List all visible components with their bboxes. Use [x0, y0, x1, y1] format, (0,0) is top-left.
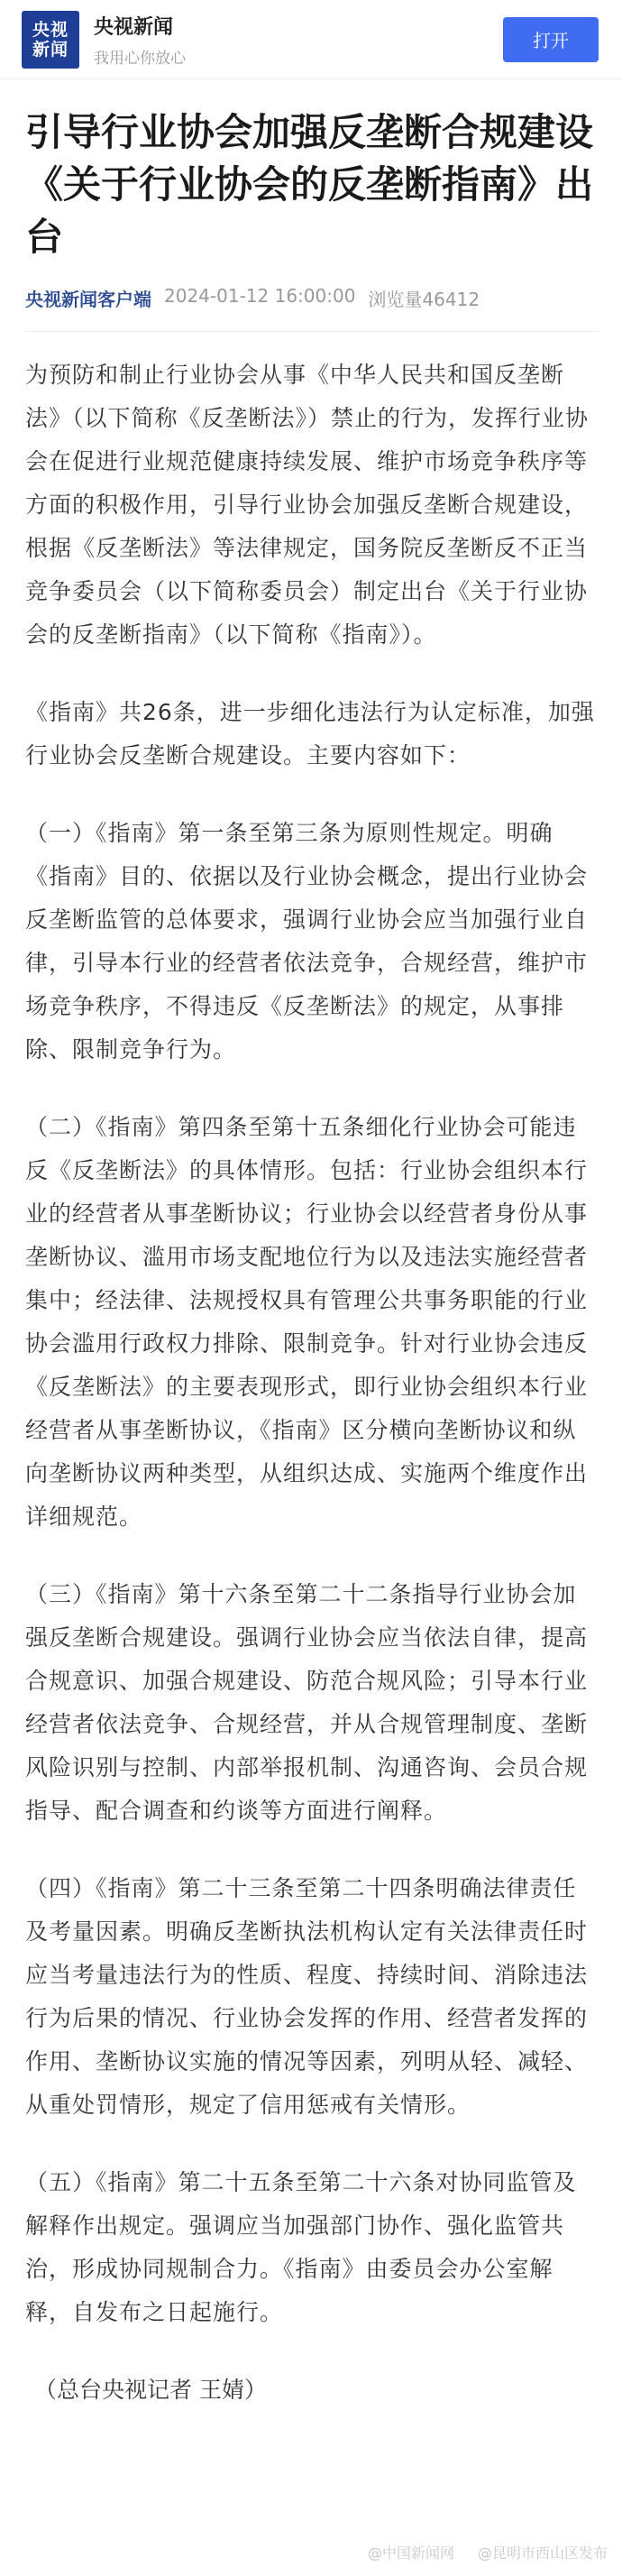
paragraph: （五）《指南》第二十五条至第二十六条对协同监管及解释作出规定。强调应当加强部门协作、强化监管共治，形成协同规制合力。《指南》由委员会办公室解释，自发布之日起施行。 [25, 2169, 577, 2325]
divider [25, 331, 599, 332]
watermark-left: @中国新闻网 [367, 2544, 454, 2562]
paragraph: （二）《指南》第四条至第十五条细化行业协会可能违反《反垄断法》的具体情形。包括：行业协会组织本行业的经营者从事垄断协议；行业协会以经营者身份从事垄断协议、滥用市场支配地位行为以及违法实施经营者集中；经法律、法规授权具有管理公共事务职能的行业协会滥用行政权力排除、限制竞争。针对行业协会违反《反垄断法》的主要表现形式，即行业协会组织本行业经营者从事垄断协议，《指南》区分横向垄断协议和纵向垄断协议两种类型，从组织达成、实施两个维度作出详细规范。 [25, 1114, 589, 1530]
article-datetime: 2024-01-12 16:00:00 [164, 285, 356, 307]
app-info [94, 12, 186, 68]
app-name: 央视新闻 [94, 15, 174, 39]
paragraph: （四）《指南》第二十三条至第二十四条明确法律责任及考量因素。明确反垄断执法机构认定有关法律责任时应当考量违法行为的性质、程度、持续时间、消除违法行为后果的情况、行业协会发挥的作用、经营者发挥的作用、垄断协议实施的情况等因素，列明从轻、减轻、从重处罚情形，规定了信用惩戒有关情形。 [25, 1875, 589, 2118]
paragraph: （一）《指南》第一条至第三条为原则性规定。明确《指南》目的、依据以及行业协会概念，提出行业协会反垄断监管的总体要求，强调行业协会应当加强行业自律，引导本行业的经营者依法竞争，合规经营，维护市场竞争秩序，不得违反《反垄断法》的规定，从事排除、限制竞争行为。 [25, 820, 589, 1063]
logo-text-line1: 央视 [32, 19, 69, 40]
article [0, 79, 622, 2412]
article-byline: （总台央视记者 王婧） [34, 2377, 267, 2403]
paragraph: 《指南》共26条，进一步细化违法行为认定标准，加强行业协会反垄断合规建设。主要内容如下： [25, 699, 595, 768]
article-meta [25, 285, 599, 311]
cctv-news-logo [22, 11, 79, 69]
open-app-button[interactable]: 打开 [503, 17, 599, 62]
watermark-right: @昆明市西山区发布 [477, 2544, 608, 2562]
article-views: 浏览量46412 [368, 289, 480, 310]
article-source[interactable]: 央视新闻客户端 [25, 289, 151, 310]
paragraph: （三）《指南》第十六条至第二十二条指导行业协会加强反垄断合规建设。强调行业协会应当依法自律，提高合规意识、加强合规建设、防范合规风险；引导本行业经营者依法竞争、合规经营，并从合规管理制度、垄断风险识别与控制、内部举报机制、沟通咨询、会员合规指导、配合调查和约谈等方面进行阐释。 [25, 1581, 589, 1824]
logo-text-line2: 新闻 [32, 39, 69, 60]
watermarks [0, 2542, 622, 2562]
article-title: 引导行业协会加强反垄断合规建设 《关于行业协会的反垄断指南》出台 [25, 110, 594, 259]
app-slogan: 我用心你放心 [94, 49, 186, 68]
article-body [25, 354, 599, 2334]
app-banner [0, 0, 622, 79]
paragraph: 为预防和制止行业协会从事《中华人民共和国反垄断法》（以下简称《反垄断法》）禁止的行为，发挥行业协会在促进行业规范健康持续发展、维护市场竞争秩序等方面的积极作用，引导行业协会加强反垄断合规建设，根据《反垄断法》等法律规定，国务院反垄断反不正当竞争委员会（以下简称委员会）制定出台《关于行业协会的反垄断指南》（以下简称《指南》）。 [25, 362, 590, 648]
